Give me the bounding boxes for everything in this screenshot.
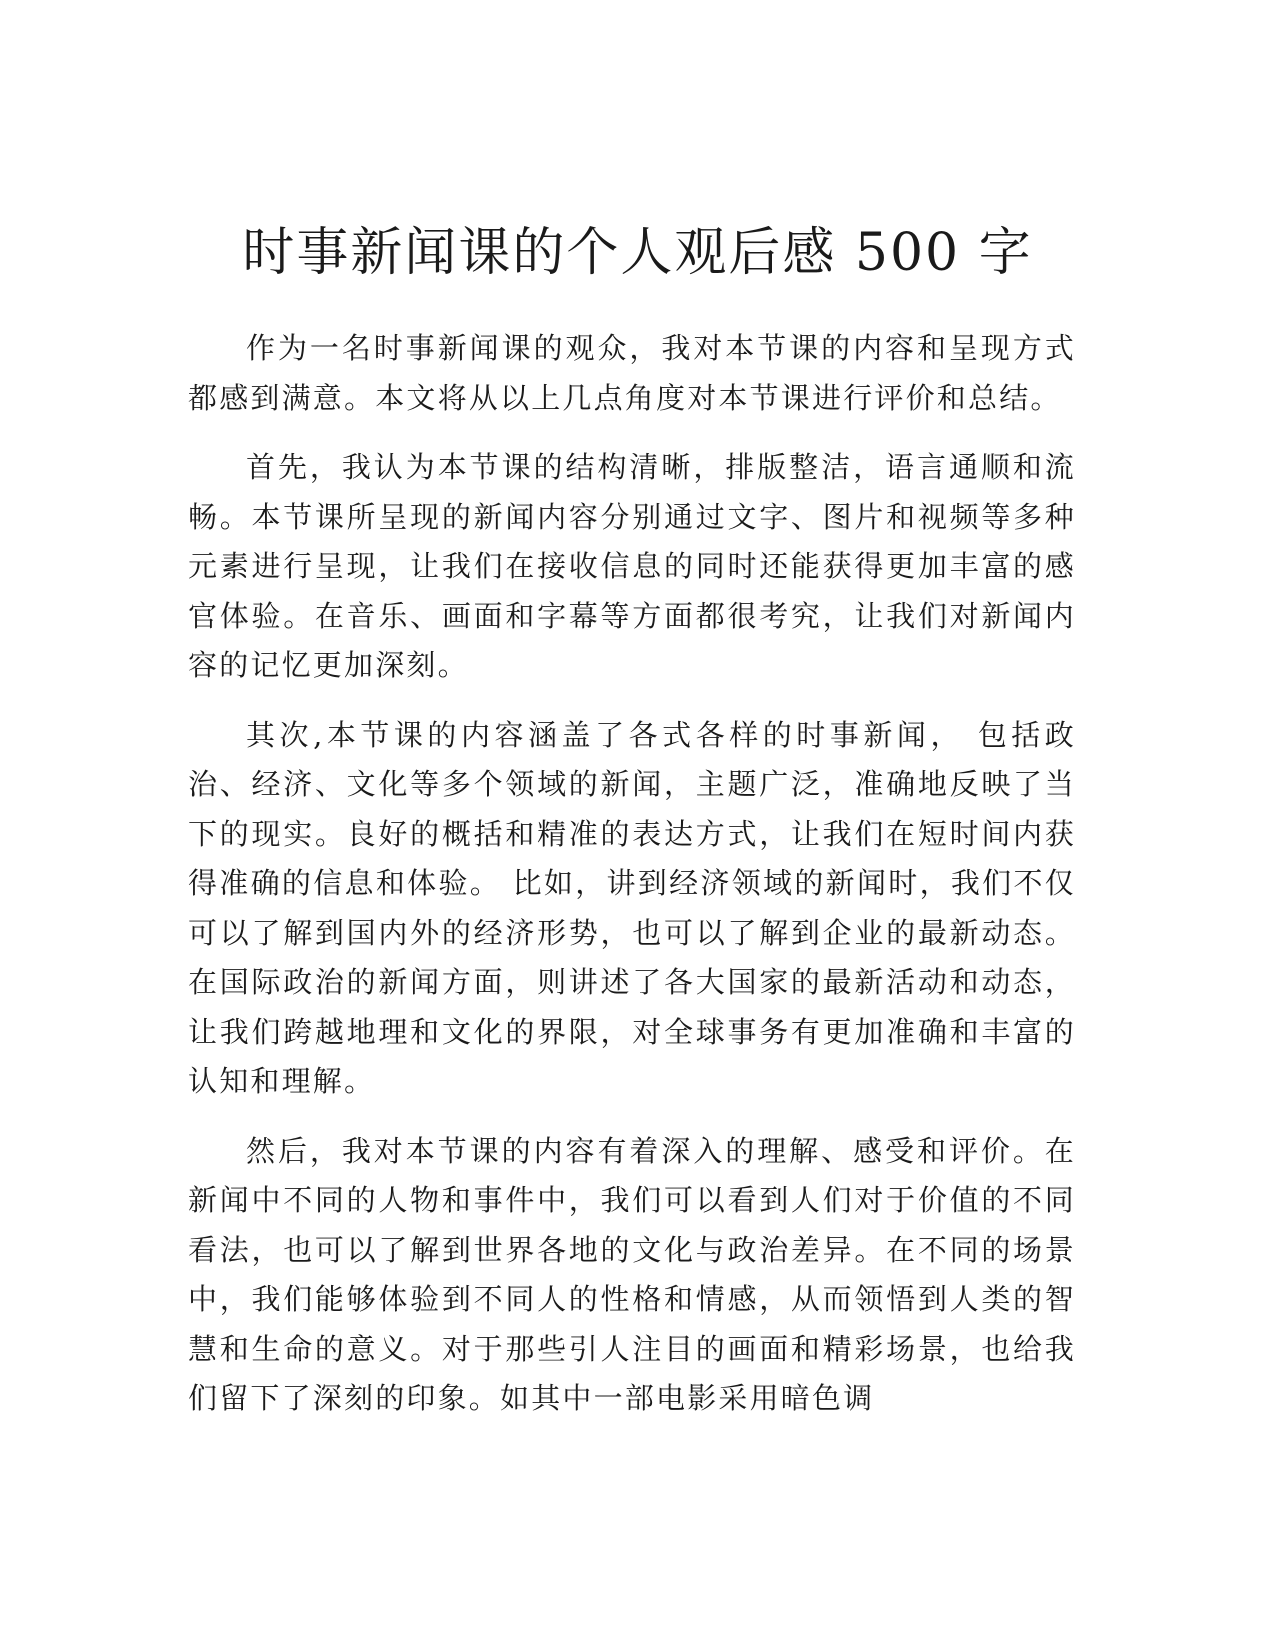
document-title: 时事新闻课的个人观后感 500 字 — [242, 223, 1033, 283]
paragraph-1: 作为一名时事新闻课的观众，我对本节课的内容和呈现方式都感到满意。本文将从以上几点角度对本节课进行评价和总结。 — [188, 331, 1076, 415]
paragraph-3: 其次,本节课的内容涵盖了各式各样的时事新闻， 包括政治、经济、文化等多个领域的新闻，主题广泛，准确地反映了当下的现实。良好的概括和精准的表达方式，让我们在短时间内获得准确的信息和体验。 比如，讲到经济领域的新闻时，我们不仅可以了解到国内外的经济形势，也可以了解到企业的最新动态。在国际政治的新闻方面，则讲述了各大国家的最新活动和动态，让我们跨越地理和文化的界限，对全球事务有更加准确和丰富的认知和理解。 — [188, 717, 1076, 1098]
paragraph-4: 然后，我对本节课的内容有着深入的理解、感受和评价。在新闻中不同的人物和事件中，我们可以看到人们对于价值的不同看法，也可以了解到世界各地的文化与政治差异。在不同的场景中，我们能够体验到不同人的性格和情感，从而领悟到人类的智慧和生命的意义。对于那些引人注目的画面和精彩场景，也给我们留下了深刻的印象。如其中一部电影采用暗色调 — [188, 1133, 1076, 1415]
document-body — [188, 324, 1076, 1444]
paragraph-2: 首先，我认为本节课的结构清晰，排版整洁，语言通顺和流畅。本节课所呈现的新闻内容分别通过文字、图片和视频等多种元素进行呈现，让我们在接收信息的同时还能获得更加丰富的感官体验。在音乐、画面和字幕等方面都很考究，让我们对新闻内容的记忆更加深刻。 — [188, 450, 1076, 682]
